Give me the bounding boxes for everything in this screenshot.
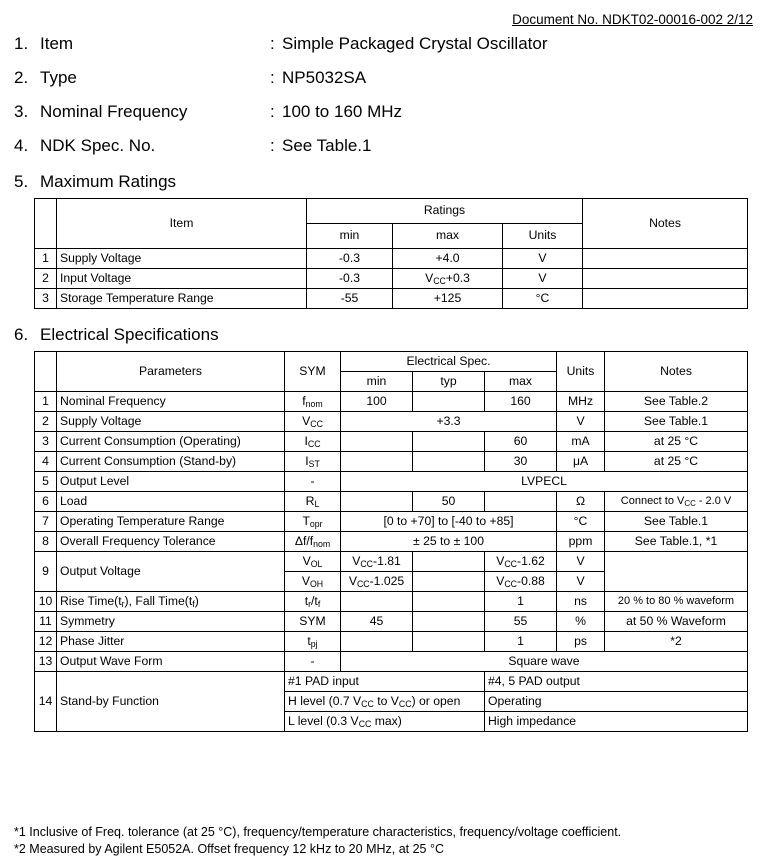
- row-units: %: [557, 612, 605, 632]
- row-param: Current Consumption (Stand-by): [57, 452, 285, 472]
- row-units: ppm: [557, 532, 605, 552]
- table-row: [35, 412, 748, 432]
- row-min: -55: [307, 289, 393, 309]
- row-span-value: [0 to +70] to [-40 to +85]: [341, 512, 557, 532]
- row-notes: [583, 289, 748, 309]
- item-label: NDK Spec. No.: [40, 136, 156, 155]
- header-min: min: [307, 224, 393, 249]
- row-max: 1: [485, 592, 557, 612]
- standby-left: L level (0.3 $V_{CC}$ max): [285, 712, 485, 732]
- row-notes: 20 % to 80 % waveform: [605, 592, 748, 612]
- row-sym: $V_{OL}$: [285, 552, 341, 572]
- row-no: 14: [35, 672, 57, 732]
- section-title: Maximum Ratings: [40, 172, 177, 191]
- standby-left: #1 PAD input: [285, 672, 485, 692]
- row-param: Current Consumption (Operating): [57, 432, 285, 452]
- row-units: Ω: [557, 492, 605, 512]
- row-max: $V_{CC}+0.3$: [393, 269, 503, 289]
- row-item: Supply Voltage: [57, 249, 307, 269]
- row-typ: [413, 392, 485, 412]
- row-units: V: [557, 412, 605, 432]
- row-param: Operating Temperature Range: [57, 512, 285, 532]
- standby-left: H level (0.7 $V_{CC}$ to $V_{CC}$) or open: [285, 692, 485, 712]
- table-row: [35, 269, 748, 289]
- table-row: [35, 492, 748, 512]
- document-number: Document No. NDKT02-00016-002 2/12: [512, 12, 753, 27]
- row-item: Storage Temperature Range: [57, 289, 307, 309]
- row-notes: See Table.1, *1: [605, 532, 748, 552]
- standby-right: #4, 5 PAD output: [485, 672, 748, 692]
- header-ratings: Ratings: [307, 199, 583, 224]
- row-typ: [413, 572, 485, 592]
- row-sym: SYM: [285, 612, 341, 632]
- row-min: [341, 592, 413, 612]
- row-units: MHz: [557, 392, 605, 412]
- row-no: 3: [35, 289, 57, 309]
- row-min: $V_{CC}-1.81$: [341, 552, 413, 572]
- row-notes: [583, 269, 748, 289]
- maximum-ratings-table: [34, 198, 748, 309]
- table-row: [35, 392, 748, 412]
- table-row: [35, 452, 748, 472]
- table-row: [35, 652, 748, 672]
- row-units: mA: [557, 432, 605, 452]
- row-no: 6: [35, 492, 57, 512]
- header-max: max: [485, 372, 557, 392]
- table-row: [35, 472, 748, 492]
- row-param: Output Voltage: [57, 552, 285, 592]
- row-notes: See Table.2: [605, 392, 748, 412]
- row-typ: [413, 592, 485, 612]
- row-units: °C: [503, 289, 583, 309]
- row-min: [341, 632, 413, 652]
- row-span-value: Square wave: [341, 652, 748, 672]
- table-row: [35, 289, 748, 309]
- item-value: See Table.1: [282, 136, 372, 155]
- footnotes: [14, 824, 621, 858]
- header-no: [35, 199, 57, 249]
- row-param: Load: [57, 492, 285, 512]
- standby-right: High impedance: [485, 712, 748, 732]
- row-typ: [413, 432, 485, 452]
- row-span-value: +3.3: [341, 412, 557, 432]
- row-units: V: [557, 572, 605, 592]
- row-typ: [413, 612, 485, 632]
- row-units: ps: [557, 632, 605, 652]
- header-item: Item: [57, 199, 307, 249]
- row-item: Input Voltage: [57, 269, 307, 289]
- section-number: 6.: [14, 325, 29, 344]
- row-no: 5: [35, 472, 57, 492]
- row-units: ns: [557, 592, 605, 612]
- item-number: 3.: [14, 102, 29, 121]
- electrical-specifications-table: [34, 351, 748, 732]
- header-units: Units: [503, 224, 583, 249]
- row-param: Symmetry: [57, 612, 285, 632]
- section-heading-electrical: [14, 325, 753, 345]
- row-no: 9: [35, 552, 57, 592]
- row-max: [485, 492, 557, 512]
- row-sym: $f_{nom}$: [285, 392, 341, 412]
- header-notes: Notes: [583, 199, 748, 249]
- row-sym: $t_{pj}$: [285, 632, 341, 652]
- standby-right: Operating: [485, 692, 748, 712]
- row-no: 2: [35, 269, 57, 289]
- table-row: [35, 432, 748, 452]
- header-notes: Notes: [605, 352, 748, 392]
- row-sym: $T_{opr}$: [285, 512, 341, 532]
- row-max: $V_{CC}-1.62$: [485, 552, 557, 572]
- item-row-3: [14, 102, 753, 122]
- row-max: 60: [485, 432, 557, 452]
- row-max: 30: [485, 452, 557, 472]
- item-value: Simple Packaged Crystal Oscillator: [282, 34, 548, 53]
- item-value: NP5032SA: [282, 68, 367, 87]
- row-notes: See Table.1: [605, 512, 748, 532]
- section-title: Electrical Specifications: [40, 325, 219, 344]
- document-content: [14, 34, 753, 732]
- table-header-row: [35, 352, 748, 372]
- row-span-value: LVPECL: [341, 472, 748, 492]
- row-typ: [413, 632, 485, 652]
- row-max: $V_{CC}-0.88$: [485, 572, 557, 592]
- item-colon: :: [270, 34, 275, 53]
- table-row: [35, 632, 748, 652]
- row-notes: [583, 249, 748, 269]
- row-max: +4.0: [393, 249, 503, 269]
- header-no: [35, 352, 57, 392]
- row-sym: $R_L$: [285, 492, 341, 512]
- row-units: V: [503, 249, 583, 269]
- item-colon: :: [270, 136, 275, 155]
- row-param: Rise $Time(t_r)$, Fall $Time(t_f)$: [57, 592, 285, 612]
- row-param: Stand-by Function: [57, 672, 285, 732]
- row-notes: *2: [605, 632, 748, 652]
- row-units: °C: [557, 512, 605, 532]
- item-label: Item: [40, 34, 74, 53]
- row-sym: $I_{ST}$: [285, 452, 341, 472]
- row-no: 13: [35, 652, 57, 672]
- row-no: 12: [35, 632, 57, 652]
- row-no: 11: [35, 612, 57, 632]
- row-no: 2: [35, 412, 57, 432]
- table-row: [35, 552, 748, 572]
- row-param: Supply Voltage: [57, 412, 285, 432]
- row-no: 7: [35, 512, 57, 532]
- row-min: -0.3: [307, 269, 393, 289]
- row-typ: [413, 552, 485, 572]
- table-row: [35, 612, 748, 632]
- row-min: [341, 432, 413, 452]
- footnote-1: *1 Inclusive of Freq. tolerance (at 25 °C), frequency/temperature characteristics, frequency/voltage coefficient.: [14, 825, 622, 840]
- row-min: $V_{CC}-1.025$: [341, 572, 413, 592]
- row-typ: 50: [413, 492, 485, 512]
- row-min: -0.3: [307, 249, 393, 269]
- footnote-2: *2 Measured by Agilent E5052A. Offset frequency 12 kHz to 20 MHz, at 25 °C: [14, 842, 444, 857]
- row-sym: -: [285, 472, 341, 492]
- table-row: [35, 592, 748, 612]
- header-sym: SYM: [285, 352, 341, 392]
- row-sym: -: [285, 652, 341, 672]
- row-max: 55: [485, 612, 557, 632]
- row-notes: See Table.1: [605, 412, 748, 432]
- row-max: 160: [485, 392, 557, 412]
- table-row: [35, 532, 748, 552]
- item-number: 2.: [14, 68, 29, 87]
- row-notes: at 25 °C: [605, 432, 748, 452]
- header-max: max: [393, 224, 503, 249]
- item-row-1: [14, 34, 753, 54]
- row-min: [341, 492, 413, 512]
- row-notes: at 25 °C: [605, 452, 748, 472]
- item-row-2: [14, 68, 753, 88]
- row-no: 4: [35, 452, 57, 472]
- row-span-value: ± 25 to ± 100: [341, 532, 557, 552]
- row-no: 3: [35, 432, 57, 452]
- header-electrical-spec: Electrical Spec.: [341, 352, 557, 372]
- item-colon: :: [270, 68, 275, 87]
- row-units: V: [557, 552, 605, 572]
- header-min: min: [341, 372, 413, 392]
- row-notes: [605, 552, 748, 592]
- row-no: 1: [35, 392, 57, 412]
- row-sym: $t_r/t_f$: [285, 592, 341, 612]
- table-header-row: [35, 199, 748, 224]
- row-max: +125: [393, 289, 503, 309]
- row-param: Phase Jitter: [57, 632, 285, 652]
- item-colon: :: [270, 102, 275, 121]
- row-units: V: [503, 269, 583, 289]
- row-param: Overall Frequency Tolerance: [57, 532, 285, 552]
- row-sym: $V_{OH}$: [285, 572, 341, 592]
- item-number: 4.: [14, 136, 29, 155]
- table-row: [35, 512, 748, 532]
- row-typ: [413, 452, 485, 472]
- header-units: Units: [557, 352, 605, 392]
- table-row: [35, 249, 748, 269]
- header-parameters: Parameters: [57, 352, 285, 392]
- row-param: Output Wave Form: [57, 652, 285, 672]
- row-param: Nominal Frequency: [57, 392, 285, 412]
- row-param: Output Level: [57, 472, 285, 492]
- row-units: μA: [557, 452, 605, 472]
- row-min: 100: [341, 392, 413, 412]
- row-no: 8: [35, 532, 57, 552]
- row-max: 1: [485, 632, 557, 652]
- item-number: 1.: [14, 34, 29, 53]
- row-min: [341, 452, 413, 472]
- item-value: 100 to 160 MHz: [282, 102, 403, 121]
- row-sym: $\Delta f/f_{nom}$: [285, 532, 341, 552]
- item-row-4: [14, 136, 753, 156]
- item-label: Nominal Frequency: [40, 102, 188, 121]
- row-notes: at 50 % Waveform: [605, 612, 748, 632]
- header-typ: typ: [413, 372, 485, 392]
- item-label: Type: [40, 68, 77, 87]
- row-notes: Connect to $V_{CC} - 2.0$ V: [605, 492, 748, 512]
- section-heading-max-ratings: [14, 172, 753, 192]
- row-no: 1: [35, 249, 57, 269]
- row-sym: $V_{CC}$: [285, 412, 341, 432]
- row-min: 45: [341, 612, 413, 632]
- section-number: 5.: [14, 172, 29, 191]
- row-no: 10: [35, 592, 57, 612]
- table-row: [35, 672, 748, 692]
- row-sym: $I_{CC}$: [285, 432, 341, 452]
